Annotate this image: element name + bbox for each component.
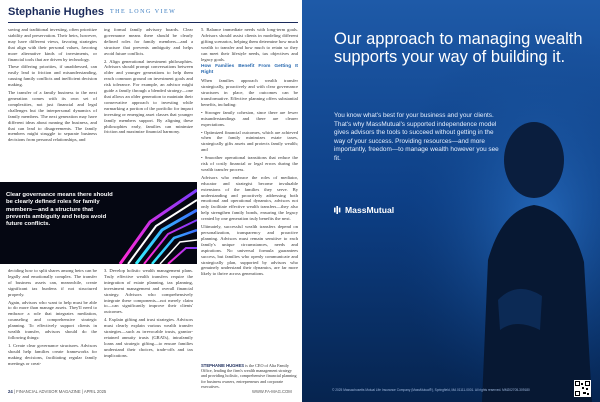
massmutual-logo — [334, 205, 394, 215]
paragraph: The transfer of a family business to the next generation comes with its own set of complexities, not just financial and legal challenges but the interpersonal dynamics of family members. The next generation may have different ideas about running the business, and that can lead to disagreements. The family members might struggle to separate business decisions from personal relationships, and — [8, 90, 97, 143]
page-number: 24 — [8, 389, 13, 394]
bio-text: is the CEO of Alta Family Office, leading the firm's wealth management strategy and providing holistic, comprehensive financial planning for business owners, entrepreneurs and corporate executives. — [201, 363, 297, 389]
paragraph: 2. Align generational investment philosophies. Advisors should prompt conversations between older and younger generations to help them reach common ground on investment goals and risk tolerance. For example, an advisor might guide a family through a blended strategy—one that allows an older generation to maintain their conservative approach to investing while earmarking a portion of the portfolio for impact investing or emerging asset classes that younger family members support. By aligning these philosophies early, families can minimize friction and maximize financial harmony. — [104, 58, 193, 135]
paragraph: 3. Develop holistic wealth management plans. Truly effective wealth transfers require the integration of estate planning, tax planning, investment management and overall financial strategy. Advisors who comprehensively integrate these components—not merely claim to—can significantly improve their clients' outcomes. — [104, 268, 193, 315]
paragraph: 4. Explain gifting and trust strategies. Advisors must clearly explain various wealth transfer strategies—such as irrevocable trusts, grantor-retained annuity trusts (GRATs), intrafamily loans and strategic gifting—to ensure families understand their choices, trade-offs and tax implications. — [104, 317, 193, 358]
issue-date: APRIL 2025 — [83, 389, 107, 394]
author-name: Stephanie Hughes — [8, 6, 104, 18]
author-bio — [201, 363, 298, 389]
qr-code-icon — [574, 380, 591, 397]
bullet-item: • Stronger family cohesion, since there are fewer misunderstandings and there are clearer expectations. — [201, 109, 298, 127]
paragraph: saving and traditional investing, often prioritize stability and preservation. Their heirs, however, may have different views, favoring strategies that align with their personal values, favoring more alternative kinds of investments, or financial tools that are driven by technology. — [8, 27, 97, 62]
bullet-item: • Optimized financial outcomes, which are achieved when the family minimizes estate taxes, strategically gifts assets and protects family wealth; and — [201, 129, 298, 153]
folio-left: 24 | FINANCIAL ADVISOR MAGAZINE | APRIL 2025 — [8, 389, 107, 394]
publication-name: FINANCIAL ADVISOR MAGAZINE — [16, 389, 81, 394]
paragraph: When families approach wealth transfer strategically, proactively and with clear governance structures in place, the outcomes can be transformative. Effective planning offers substantial benefits, including: — [201, 78, 298, 107]
paragraph: 1. Create clear governance structures. Advisors should help families create frameworks for making decisions, facilitating regular family meetings or creat- — [8, 342, 97, 366]
folio-right: WWW.FA-MAG.COM — [252, 389, 292, 394]
column-2-bottom — [104, 268, 193, 383]
advertisement — [302, 0, 600, 402]
ad-disclaimer: © 2025 Massachusetts Mutual Life Insurance Company (MassMutual®), Springfield, MA 01111-0001. All rights reserved. MM202705-309180 — [332, 388, 530, 392]
column-3 — [201, 27, 298, 382]
paragraph: Again, advisors who want to help must be able to do more than manage assets. They'll need to embrace a role that integrates mediation, counseling and comprehensive strategic planning. To effectively support clients in wealth transfer, advisors should do the following things: — [8, 299, 97, 340]
paragraph: These differing priorities, if unaddressed, can easily lead to friction and misunderstanding, causing family conflicts and inefficient decision making. — [8, 64, 97, 88]
logo-mark-icon — [334, 206, 342, 214]
brand-name: MassMutual — [345, 205, 395, 215]
paragraph: ing formal family advisory boards. Clear governance means there should be clearly defined roles for family members—and a structure that prevents ambiguity and helps avoid future conflicts. — [104, 27, 193, 56]
column-1-bottom — [8, 268, 97, 383]
section-heading: How Families Benefit From Getting It Right — [201, 64, 298, 76]
column-2-top — [104, 27, 193, 177]
header-rule — [8, 22, 298, 23]
column-1-top — [8, 27, 97, 177]
paragraph: 5. Balance immediate needs with long-term goals. Advisors should assist clients in modeling different gifting scenarios, helping them determine how much wealth to transfer and how much to retain so they can meet their lifestyle needs, tax objectives and legacy goals. — [201, 27, 298, 62]
paragraph: Ultimately, successful wealth transfers depend on personalization, transparency and proactive planning. Advisors must remain sensitive to each family's unique circumstances, needs and aspirations. No universal formula guarantees success, but families who openly communicate and strategically plan, supported by advisors who genuinely understand their dynamics, are far more likely to thrive across generations. — [201, 224, 298, 277]
paragraph: deciding how to split shares among heirs can be legally and emotionally complex. The transfer of business assets can, meanwhile, create significant tax burdens if not structured properly. — [8, 268, 97, 297]
column-name: THE LONG VIEW — [109, 9, 177, 15]
pull-quote: Clear governance means there should be clearly defined roles for family members—and a structure that prevents ambiguity and helps avoid future conflicts. — [6, 192, 113, 228]
paragraph: Advisors who embrace the roles of mediator, educator and strategist become invaluable extensions of the families they serve. By understanding and proactively addressing both emotional and operational dynamics, advisors not only facilitate effective wealth transfers—they also help strengthen family bonds, ensuring the legacy created by one generation truly benefits the next. — [201, 174, 298, 222]
ad-body-copy: You know what's best for your business and your clients. That's why MassMutual's supported independence model gives advisors the tools to succeed without getting in the way of your success. Providing resources—and more importantly, freedom—to manage wealth however you see fit. — [334, 112, 499, 162]
ad-headline: Our approach to managing wealth supports your way of building it. — [334, 30, 583, 66]
column-header — [8, 6, 176, 18]
bullet-item: • Smoother operational transitions that reduce the risk of costly financial or legal errors during the wealth transfer process. — [201, 155, 298, 172]
bio-name: STEPHANIE HUGHES — [201, 363, 245, 368]
